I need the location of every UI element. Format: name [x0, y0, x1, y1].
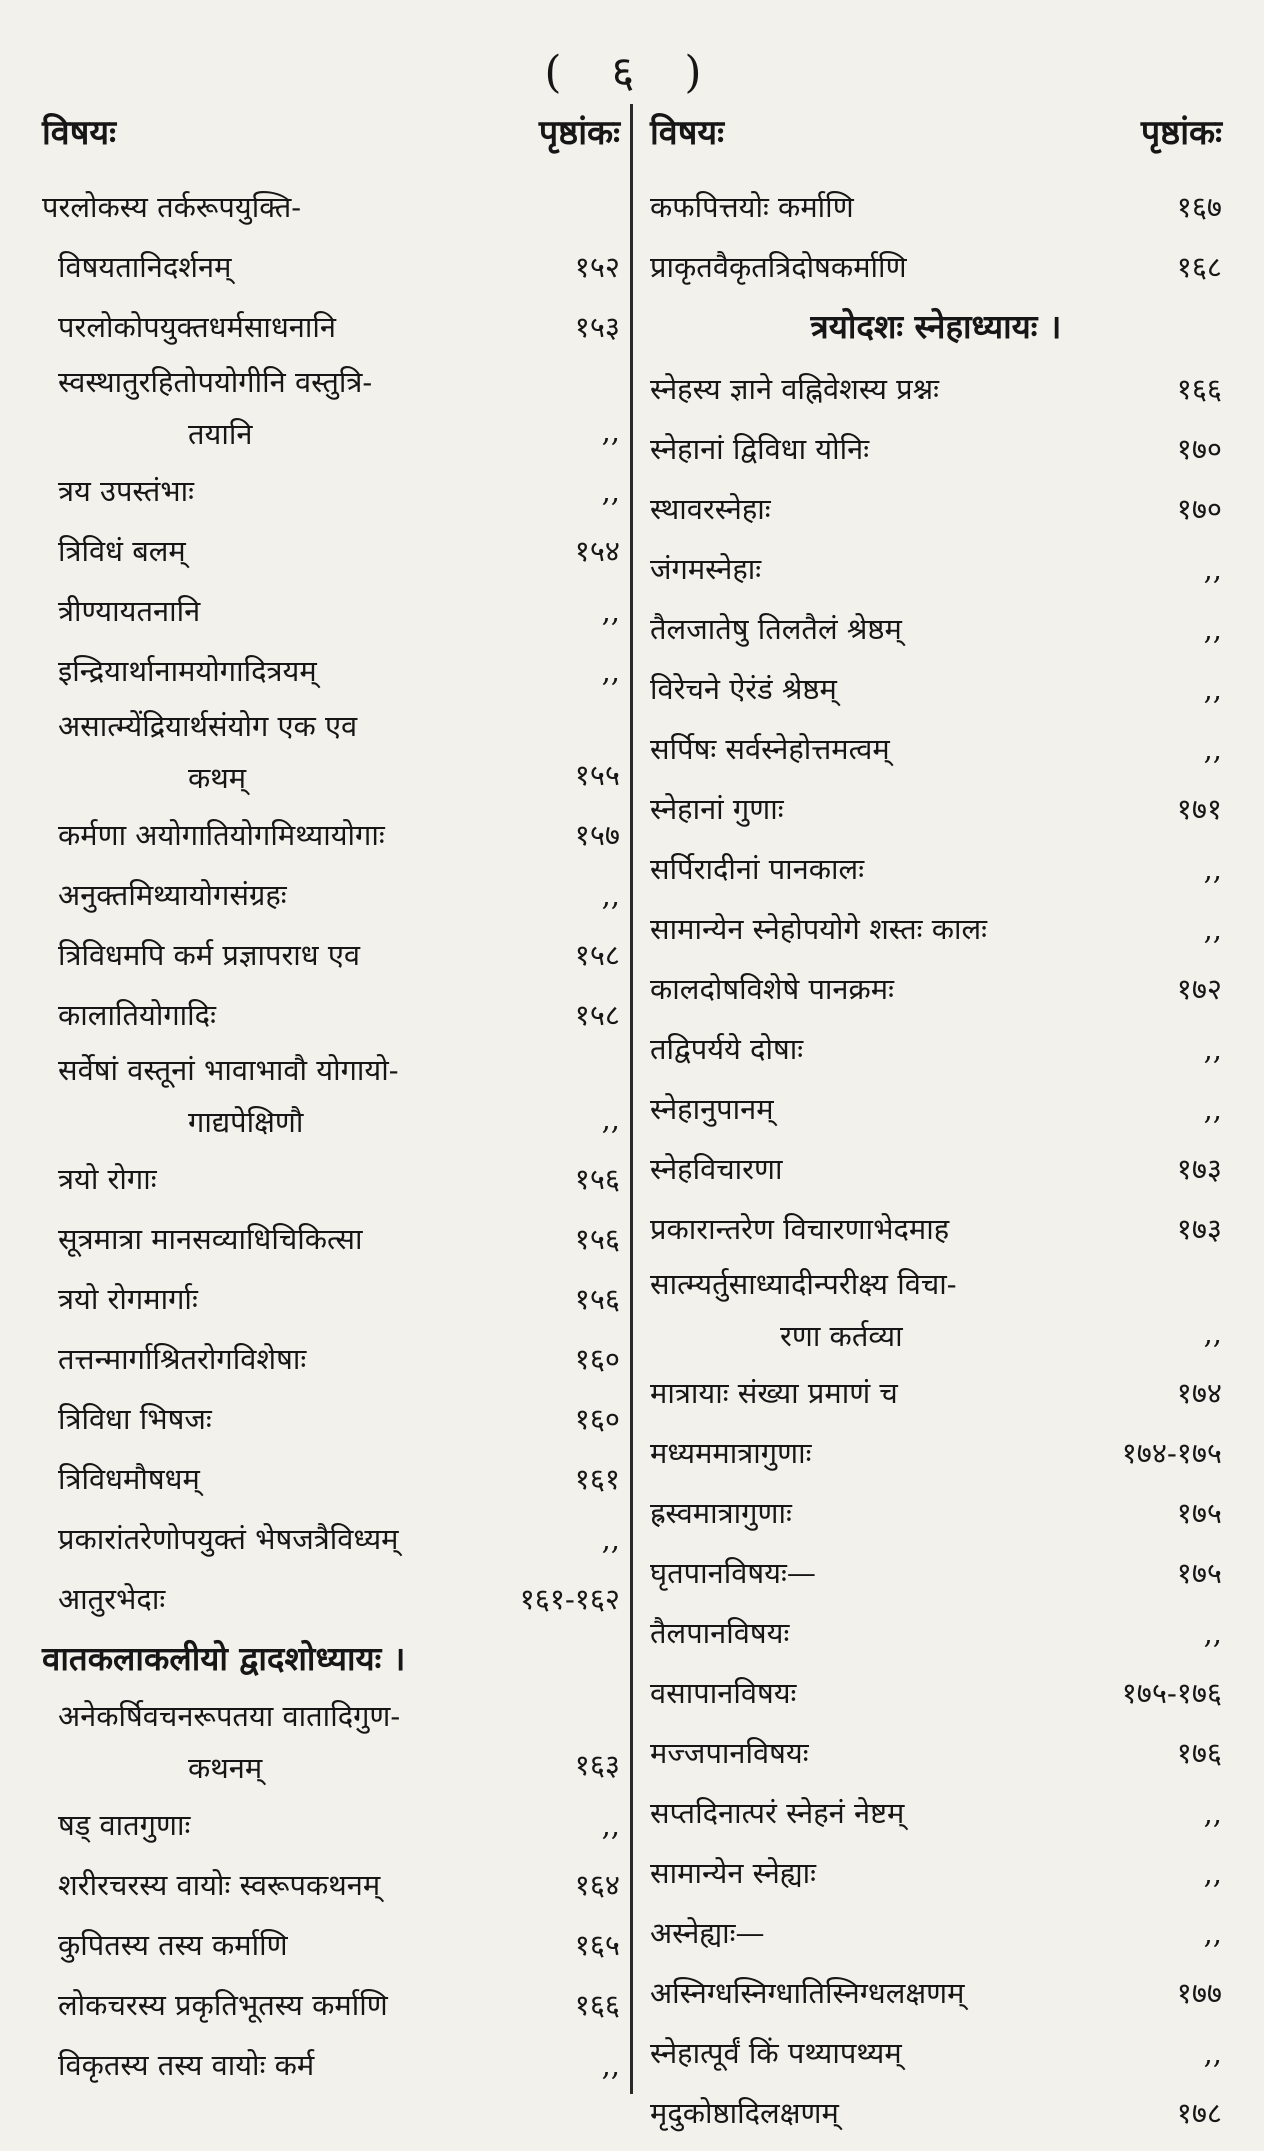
- entry-subject-line: असात्म्येंद्रियार्थसंयोग एक एव: [58, 709, 358, 743]
- entry-subject: प्रकारांतरेणोपयुक्तं भेषजत्रैविध्यम्: [58, 1522, 399, 1556]
- entry-page: १५७: [574, 818, 620, 852]
- entry-page: ,,: [601, 414, 620, 448]
- entry-page: १६८: [1176, 250, 1222, 284]
- toc-entry: [650, 1362, 1222, 1422]
- toc-entry: [650, 1258, 1222, 1362]
- entry-subject-continuation: कथनम्: [188, 1751, 263, 1785]
- entry-subject: [42, 356, 592, 460]
- entry-subject: तैलपानविषयः: [650, 1616, 790, 1650]
- entry-page: १५५: [574, 758, 620, 792]
- entry-page: १७४: [1176, 1376, 1222, 1410]
- entry-subject: त्रयो रोगाः: [58, 1162, 157, 1196]
- entry-page: ,,: [601, 878, 620, 912]
- entry-page: १५२: [574, 250, 620, 284]
- toc-entry: [650, 898, 1222, 958]
- toc-entry: [42, 2034, 620, 2094]
- toc-entry: [650, 1138, 1222, 1198]
- entry-subject: शरीरचरस्य वायोः स्वरूपकथनम्: [58, 1868, 381, 1902]
- entry-subject: [42, 1690, 565, 1794]
- toc-entry: [650, 1422, 1222, 1482]
- entry-subject: वसापानविषयः: [650, 1676, 797, 1710]
- toc-entry: [42, 1208, 620, 1268]
- toc-entry: [42, 1044, 620, 1148]
- toc-entry: [42, 1148, 620, 1208]
- entry-page: ,,: [1203, 2036, 1222, 2070]
- entry-page: १६१-१६२: [519, 1582, 620, 1616]
- toc-entry: [650, 778, 1222, 838]
- toc-entry: [42, 984, 620, 1044]
- entry-subject: मज्जपानविषयः: [650, 1736, 809, 1770]
- entry-page: १७८: [1176, 2096, 1222, 2130]
- toc-entry: [42, 804, 620, 864]
- toc-entry: [42, 356, 620, 460]
- entry-page: ,,: [1203, 552, 1222, 586]
- entry-subject: अस्नेह्याः—: [650, 1916, 765, 1950]
- entry-page: १७०: [1176, 492, 1222, 526]
- subject-heading: विषयः: [650, 113, 724, 153]
- toc-entry: [42, 640, 620, 700]
- entry-page: १७२: [1176, 972, 1222, 1006]
- entry-subject: जंगमस्नेहाः: [650, 552, 762, 586]
- entry-subject: कुपितस्य तस्य कर्माणि: [58, 1928, 288, 1962]
- entry-page: ,,: [1203, 1316, 1222, 1350]
- entry-page: १६६: [1176, 372, 1222, 406]
- entry-subject: सामान्येन स्नेह्याः: [650, 1856, 817, 1890]
- entry-subject: तत्तन्मार्गाश्रितरोगविशेषाः: [58, 1342, 307, 1376]
- entry-page: ,,: [1203, 1796, 1222, 1830]
- entry-page: ,,: [1203, 1092, 1222, 1126]
- column-divider: [630, 104, 633, 2094]
- page-heading: पृष्ठांकः: [1140, 113, 1222, 153]
- entry-subject: आतुरभेदाः: [58, 1582, 166, 1616]
- entry-page: ,,: [601, 2048, 620, 2082]
- entry-subject: सर्पिरादीनां पानकालः: [650, 852, 865, 886]
- toc-entry: [650, 1962, 1222, 2022]
- entry-subject: स्नेहात्पूर्वं किं पथ्यापथ्यम्: [650, 2036, 902, 2070]
- toc-entry: [650, 418, 1222, 478]
- entry-page: ,,: [1203, 732, 1222, 766]
- entry-subject-continuation: रणा कर्तव्या: [780, 1319, 903, 1353]
- entry-page: १७०: [1176, 432, 1222, 466]
- entry-subject: त्रिविधमपि कर्म प्रज्ञापराध एव: [58, 938, 361, 972]
- toc-entry: [650, 838, 1222, 898]
- right-column-header: [650, 108, 1222, 176]
- entry-subject-continuation: तयानि: [188, 417, 253, 451]
- entry-subject: स्नेहानां द्विविधा योनिः: [650, 432, 870, 466]
- toc-entry: [42, 1268, 620, 1328]
- entry-subject-line: अनेकर्षिवचनरूपतया वातादिगुण-: [58, 1699, 401, 1733]
- entry-subject: सूत्रमात्रा मानसव्याधिचिकित्सा: [58, 1222, 363, 1256]
- entry-subject: त्रिविधं बलम्: [58, 534, 186, 568]
- entry-subject: स्नेहानां गुणाः: [650, 792, 784, 826]
- entry-subject: कालदोषविशेषे पानक्रमः: [650, 972, 895, 1006]
- toc-entry: [42, 1508, 620, 1568]
- toc-entry: [42, 580, 620, 640]
- entry-page: १५६: [574, 1282, 620, 1316]
- entry-page: ,,: [1203, 852, 1222, 886]
- entry-subject-continuation: गाद्यपेक्षिणौ: [188, 1105, 304, 1139]
- toc-entry: [42, 1388, 620, 1448]
- entry-subject: परलोकोपयुक्तधर्मसाधनानि: [58, 310, 336, 344]
- entry-subject-line: सर्वेषां वस्तूनां भावाभावौ योगायो-: [58, 1053, 399, 1087]
- toc-entry: [650, 2082, 1222, 2142]
- entry-subject: स्थावरस्नेहाः: [650, 492, 771, 526]
- entry-page: १६४: [574, 1868, 620, 1902]
- toc-entry: [42, 1854, 620, 1914]
- toc-entry: [42, 700, 620, 804]
- entry-page: ,,: [601, 474, 620, 508]
- entry-subject: त्रिविधा भिषजः: [58, 1402, 212, 1436]
- entry-page: ,,: [1203, 1856, 1222, 1890]
- toc-entry: [650, 176, 1222, 236]
- entry-subject: सर्पिषः सर्वस्नेहोत्तमत्वम्: [650, 732, 890, 766]
- page-number: ( ६ ): [544, 47, 720, 98]
- toc-entry: [42, 296, 620, 356]
- entry-subject: [650, 1258, 1194, 1362]
- toc-entry: [42, 864, 620, 924]
- entry-subject: प्राकृतवैकृतत्रिदोषकर्माणि: [650, 250, 907, 284]
- toc-entry: [650, 958, 1222, 1018]
- entry-page: १६७: [1176, 190, 1222, 224]
- toc-entry: [42, 1448, 620, 1508]
- toc-entry: [42, 520, 620, 580]
- left-column-header: [42, 108, 620, 176]
- entry-page: १७५: [1176, 1496, 1222, 1530]
- toc-entry: [42, 236, 620, 296]
- entry-subject: स्नेहानुपानम्: [650, 1092, 774, 1126]
- entry-page: १६०: [574, 1342, 620, 1376]
- entry-subject-line: सात्म्यर्तुसाध्यादीन्परीक्ष्य विचा-: [650, 1267, 957, 1301]
- entry-subject: तद्विपर्यये दोषाः: [650, 1032, 804, 1066]
- entry-subject: विकृतस्य तस्य वायोः कर्म: [58, 2048, 315, 2082]
- entry-subject-continuation: कथम्: [188, 761, 247, 795]
- entry-page: ,,: [601, 1808, 620, 1842]
- entry-subject: कफपित्तयोः कर्माणि: [650, 190, 854, 224]
- entry-subject: त्रय उपस्तंभाः: [58, 474, 194, 508]
- entry-subject: ह्रस्वमात्रागुणाः: [650, 1496, 792, 1530]
- entry-page: १५८: [574, 938, 620, 972]
- entry-page: १७५-१७६: [1121, 1676, 1222, 1710]
- entry-subject: इन्द्रियार्थानामयोगादित्रयम्: [58, 654, 317, 688]
- entry-page: १७७: [1176, 1976, 1222, 2010]
- toc-entry: [650, 1902, 1222, 1962]
- entry-subject: लोकचरस्य प्रकृतिभूतस्य कर्माणि: [58, 1988, 388, 2022]
- toc-entry: [650, 1782, 1222, 1842]
- toc-entry: [42, 1794, 620, 1854]
- entry-subject: कर्मणा अयोगातियोगमिथ्यायोगाः: [58, 818, 385, 852]
- toc-entry: [650, 538, 1222, 598]
- toc-entry: [650, 1842, 1222, 1902]
- toc-entry: [650, 1198, 1222, 1258]
- toc-entry: [650, 658, 1222, 718]
- entry-subject: [42, 700, 565, 804]
- toc-entry: [650, 236, 1222, 296]
- entry-subject: सामान्येन स्नेहोपयोगे शस्तः कालः: [650, 912, 987, 946]
- entry-page: १७३: [1176, 1152, 1222, 1186]
- entry-page: ,,: [1203, 1616, 1222, 1650]
- entry-page: १६६: [574, 1988, 620, 2022]
- toc-entry: [42, 1974, 620, 2034]
- entry-page: ,,: [601, 1522, 620, 1556]
- entry-subject: तैलजातेषु तिलतैलं श्रेष्ठम्: [650, 612, 902, 646]
- entry-page: ,,: [1203, 1032, 1222, 1066]
- entry-page: १५४: [574, 534, 620, 568]
- toc-entry: [650, 598, 1222, 658]
- toc-entry: [42, 176, 620, 236]
- entry-subject: त्रिविधमौषधम्: [58, 1462, 200, 1496]
- toc-entry: [650, 1542, 1222, 1602]
- entry-page: १७१: [1176, 792, 1222, 826]
- entry-subject: [42, 1044, 592, 1148]
- entry-page: १५६: [574, 1162, 620, 1196]
- entry-subject: घृतपानविषयः—: [650, 1556, 816, 1590]
- entry-subject: प्रकारान्तरेण विचारणाभेदमाह: [650, 1212, 950, 1246]
- entry-page: १६०: [574, 1402, 620, 1436]
- toc-entry: [650, 1602, 1222, 1662]
- entry-subject: त्रीण्यायतनानि: [58, 594, 201, 628]
- entry-subject-line: स्वस्थातुरहितोपयोगीनि वस्तुत्रि-: [58, 365, 373, 399]
- entry-subject: विषयतानिदर्शनम्: [58, 250, 232, 284]
- entry-page: ,,: [601, 594, 620, 628]
- toc-entry: [650, 1018, 1222, 1078]
- entry-page: १६१: [574, 1462, 620, 1496]
- toc-entry: [650, 1482, 1222, 1542]
- chapter-heading: त्रयोदशः स्नेहाध्यायः ।: [810, 307, 1062, 346]
- entry-page: ,,: [601, 1102, 620, 1136]
- entry-subject: स्नेहस्य ज्ञाने वह्निवेशस्य प्रश्नः: [650, 372, 940, 406]
- entry-page: १६५: [574, 1928, 620, 1962]
- entry-page: ,,: [1203, 912, 1222, 946]
- toc-entry: [42, 1328, 620, 1388]
- entry-subject: त्रयो रोगमार्गाः: [58, 1282, 198, 1316]
- toc-entry: [42, 460, 620, 520]
- toc-entry: [650, 2022, 1222, 2082]
- entry-page: १५६: [574, 1222, 620, 1256]
- toc-entry: [42, 1568, 620, 1628]
- entry-subject: मृदुकोष्ठादिलक्षणम्: [650, 2096, 839, 2130]
- toc-entry: [42, 924, 620, 984]
- toc-entry: [42, 1914, 620, 1974]
- entry-subject: अस्निग्धस्निग्धातिस्निग्धलक्षणम्: [650, 1976, 965, 2010]
- entry-subject: कालातियोगादिः: [58, 998, 216, 1032]
- entry-page: १५३: [574, 310, 620, 344]
- entry-page: १७५: [1176, 1556, 1222, 1590]
- entry-page: १५८: [574, 998, 620, 1032]
- entry-page: १७४-१७५: [1121, 1436, 1222, 1470]
- toc-entry: [650, 478, 1222, 538]
- entry-subject: विरेचने ऐरंडं श्रेष्ठम्: [650, 672, 837, 706]
- toc-entry: [650, 718, 1222, 778]
- right-column: [650, 108, 1222, 2142]
- chapter-heading: वातकलाकलीयो द्वादशोध्यायः ।: [42, 1639, 406, 1678]
- entry-page: ,,: [1203, 672, 1222, 706]
- subject-heading: विषयः: [42, 113, 116, 153]
- entry-page: ,,: [601, 654, 620, 688]
- entry-subject: मध्यममात्रागुणाः: [650, 1436, 812, 1470]
- entry-page: १७३: [1176, 1212, 1222, 1246]
- entry-subject: अनुक्तमिथ्यायोगसंग्रहः: [58, 878, 287, 912]
- entry-subject: परलोकस्य तर्करूपयुक्ति-: [42, 190, 302, 224]
- entry-page: १६३: [574, 1748, 620, 1782]
- entry-page: ,,: [1203, 612, 1222, 646]
- page-heading: पृष्ठांकः: [538, 113, 620, 153]
- toc-entry: [650, 358, 1222, 418]
- entry-subject: षड् वातगुणाः: [58, 1808, 191, 1842]
- toc-entry: [650, 1722, 1222, 1782]
- entry-page: ,,: [1203, 1916, 1222, 1950]
- toc-entry: [650, 1078, 1222, 1138]
- entry-subject: स्नेहविचारणा: [650, 1152, 783, 1186]
- entry-page: १७६: [1176, 1736, 1222, 1770]
- entry-subject: सप्तदिनात्परं स्नेहनं नेष्टम्: [650, 1796, 905, 1830]
- entry-subject: मात्रायाः संख्या प्रमाणं च: [650, 1376, 898, 1410]
- toc-entry: [42, 1690, 620, 1794]
- left-column: [42, 108, 620, 2094]
- toc-entry: [650, 1662, 1222, 1722]
